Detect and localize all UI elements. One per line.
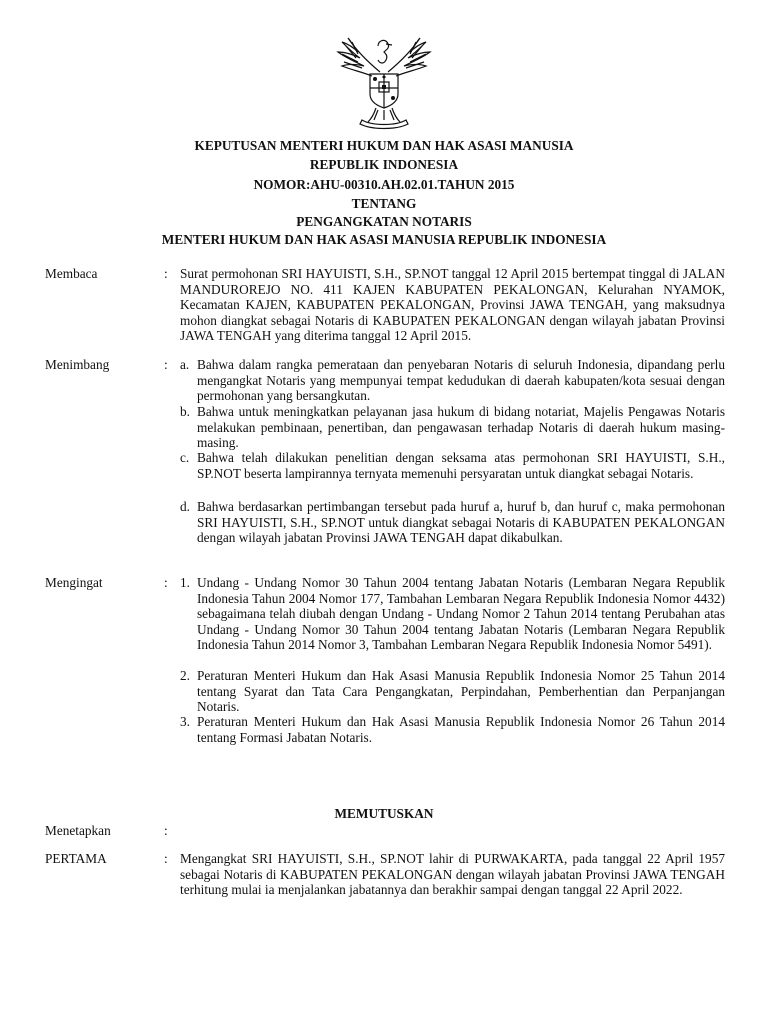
colon: : [164, 357, 168, 372]
mengingat-item-3: Peraturan Menteri Hukum dan Hak Asasi Manusia Republik Indonesia Nomor 26 Tahun 2014 tentang Formasi Jabatan Notaris. [197, 714, 725, 745]
list-marker: b. [180, 404, 190, 419]
menimbang-label: Menimbang [45, 357, 110, 372]
menimbang-item-c: Bahwa telah dilakukan penelitian dengan seksama atas permohonan SRI HAYUISTI, S.H., SP.NOT beserta lampirannya ternyata memenuhi persyaratan untuk diangkat sebagai Notaris. [197, 450, 725, 481]
list-marker: 3. [180, 714, 190, 729]
title-line-2: REPUBLIK INDONESIA [309, 157, 459, 172]
membaca-text: Surat permohonan SRI HAYUISTI, S.H., SP.NOT tanggal 12 April 2015 bertempat tinggal di JALAN MANDUROREJO NO. 411 KAJEN KABUPATEN PEKALONGAN, Kelurahan NYAMOK, Kecamatan KAJEN, KABUPATEN PEKALONGAN, Provinsi JAWA TENGAH, yang maksudnya mohon diangkat sebagai Notaris di KABUPATEN PEKALONGAN dengan wilayah jabatan Provinsi JAWA TENGAH yang diterima tanggal 12 April 2015. [180, 266, 725, 343]
decree-subject: PENGANGKATAN NOTARIS [296, 214, 472, 229]
menimbang-item-b: Bahwa untuk meningkatkan pelayanan jasa hukum di bidang notariat, Majelis Pengawas Notaris melakukan pembinaan, penertiban, dan pengawasan terhadap Notaris di daerah hukum masing-masing. [197, 404, 725, 450]
decree-number: NOMOR:AHU-00310.AH.02.01.TAHUN 2015 [253, 177, 515, 192]
mengingat-label: Mengingat [45, 575, 103, 590]
mengingat-item-2: Peraturan Menteri Hukum dan Hak Asasi Manusia Republik Indonesia Nomor 25 Tahun 2014 tentang Syarat dan Tata Cara Pengangkatan, Perpindahan, Pemberhentian dan Perpanjangan Notaris. [197, 668, 725, 714]
menetapkan-label: Menetapkan [45, 823, 111, 838]
title-tentang: TENTANG [351, 196, 417, 211]
issuer-line: MENTERI HUKUM DAN HAK ASASI MANUSIA REPUBLIK INDONESIA [161, 232, 607, 247]
mengingat-item-1: Undang - Undang Nomor 30 Tahun 2004 tentang Jabatan Notaris (Lembaran Negara Republik Indonesia Tahun 2004 Nomor 177, Tambahan Lembaran Negara Republik Indonesia Nomor 4432) sebagaimana telah diubah dengan Undang - Undang Nomor 2 Tahun 2014 tentang Perubahan atas Undang - Undang Nomor 30 Tahun 2004 tentang Jabatan Notaris (Lembaran Negara Republik Indonesia Tahun 2014 Nomor 3, Tambahan Lembaran Negara Republik Indonesia Nomor 5491). [197, 575, 725, 652]
colon: : [164, 575, 168, 590]
colon: : [164, 851, 168, 866]
title-line-1: KEPUTUSAN MENTERI HUKUM DAN HAK ASASI MANUSIA [194, 138, 574, 153]
colon: : [164, 266, 168, 281]
menimbang-item-d: Bahwa berdasarkan pertimbangan tersebut pada huruf a, huruf b, dan huruf c, maka permohonan SRI HAYUISTI, S.H., SP.NOT untuk diangkat sebagai Notaris di KABUPATEN PEKALONGAN dengan wilayah jabatan Provinsi JAWA TENGAH dapat dikabulkan. [197, 499, 725, 545]
list-marker: 1. [180, 575, 190, 590]
membaca-label: Membaca [45, 266, 98, 281]
pertama-label: PERTAMA [45, 851, 107, 866]
list-marker: c. [180, 450, 190, 465]
menimbang-item-a: Bahwa dalam rangka pemerataan dan penyebaran Notaris di seluruh Indonesia, dipandang perlu mengangkat Notaris yang mempunyai tempat kedudukan di daerah kabupaten/kota sesuai dengan permohonan yang bersangkutan. [197, 357, 725, 403]
pertama-text: Mengangkat SRI HAYUISTI, S.H., SP.NOT lahir di PURWAKARTA, pada tanggal 22 April 1957 sebagai Notaris di KABUPATEN PEKALONGAN dengan wilayah jabatan Provinsi JAWA TENGAH terhitung mulai ia menjalankan jabatannya dan berakhir sampai dengan tanggal 22 April 2022. [180, 851, 725, 897]
colon: : [164, 823, 168, 838]
list-marker: a. [180, 357, 190, 372]
list-marker: d. [180, 499, 190, 514]
garuda-emblem-icon [328, 32, 440, 130]
list-marker: 2. [180, 668, 190, 683]
memutuskan-heading: MEMUTUSKAN [334, 806, 434, 821]
